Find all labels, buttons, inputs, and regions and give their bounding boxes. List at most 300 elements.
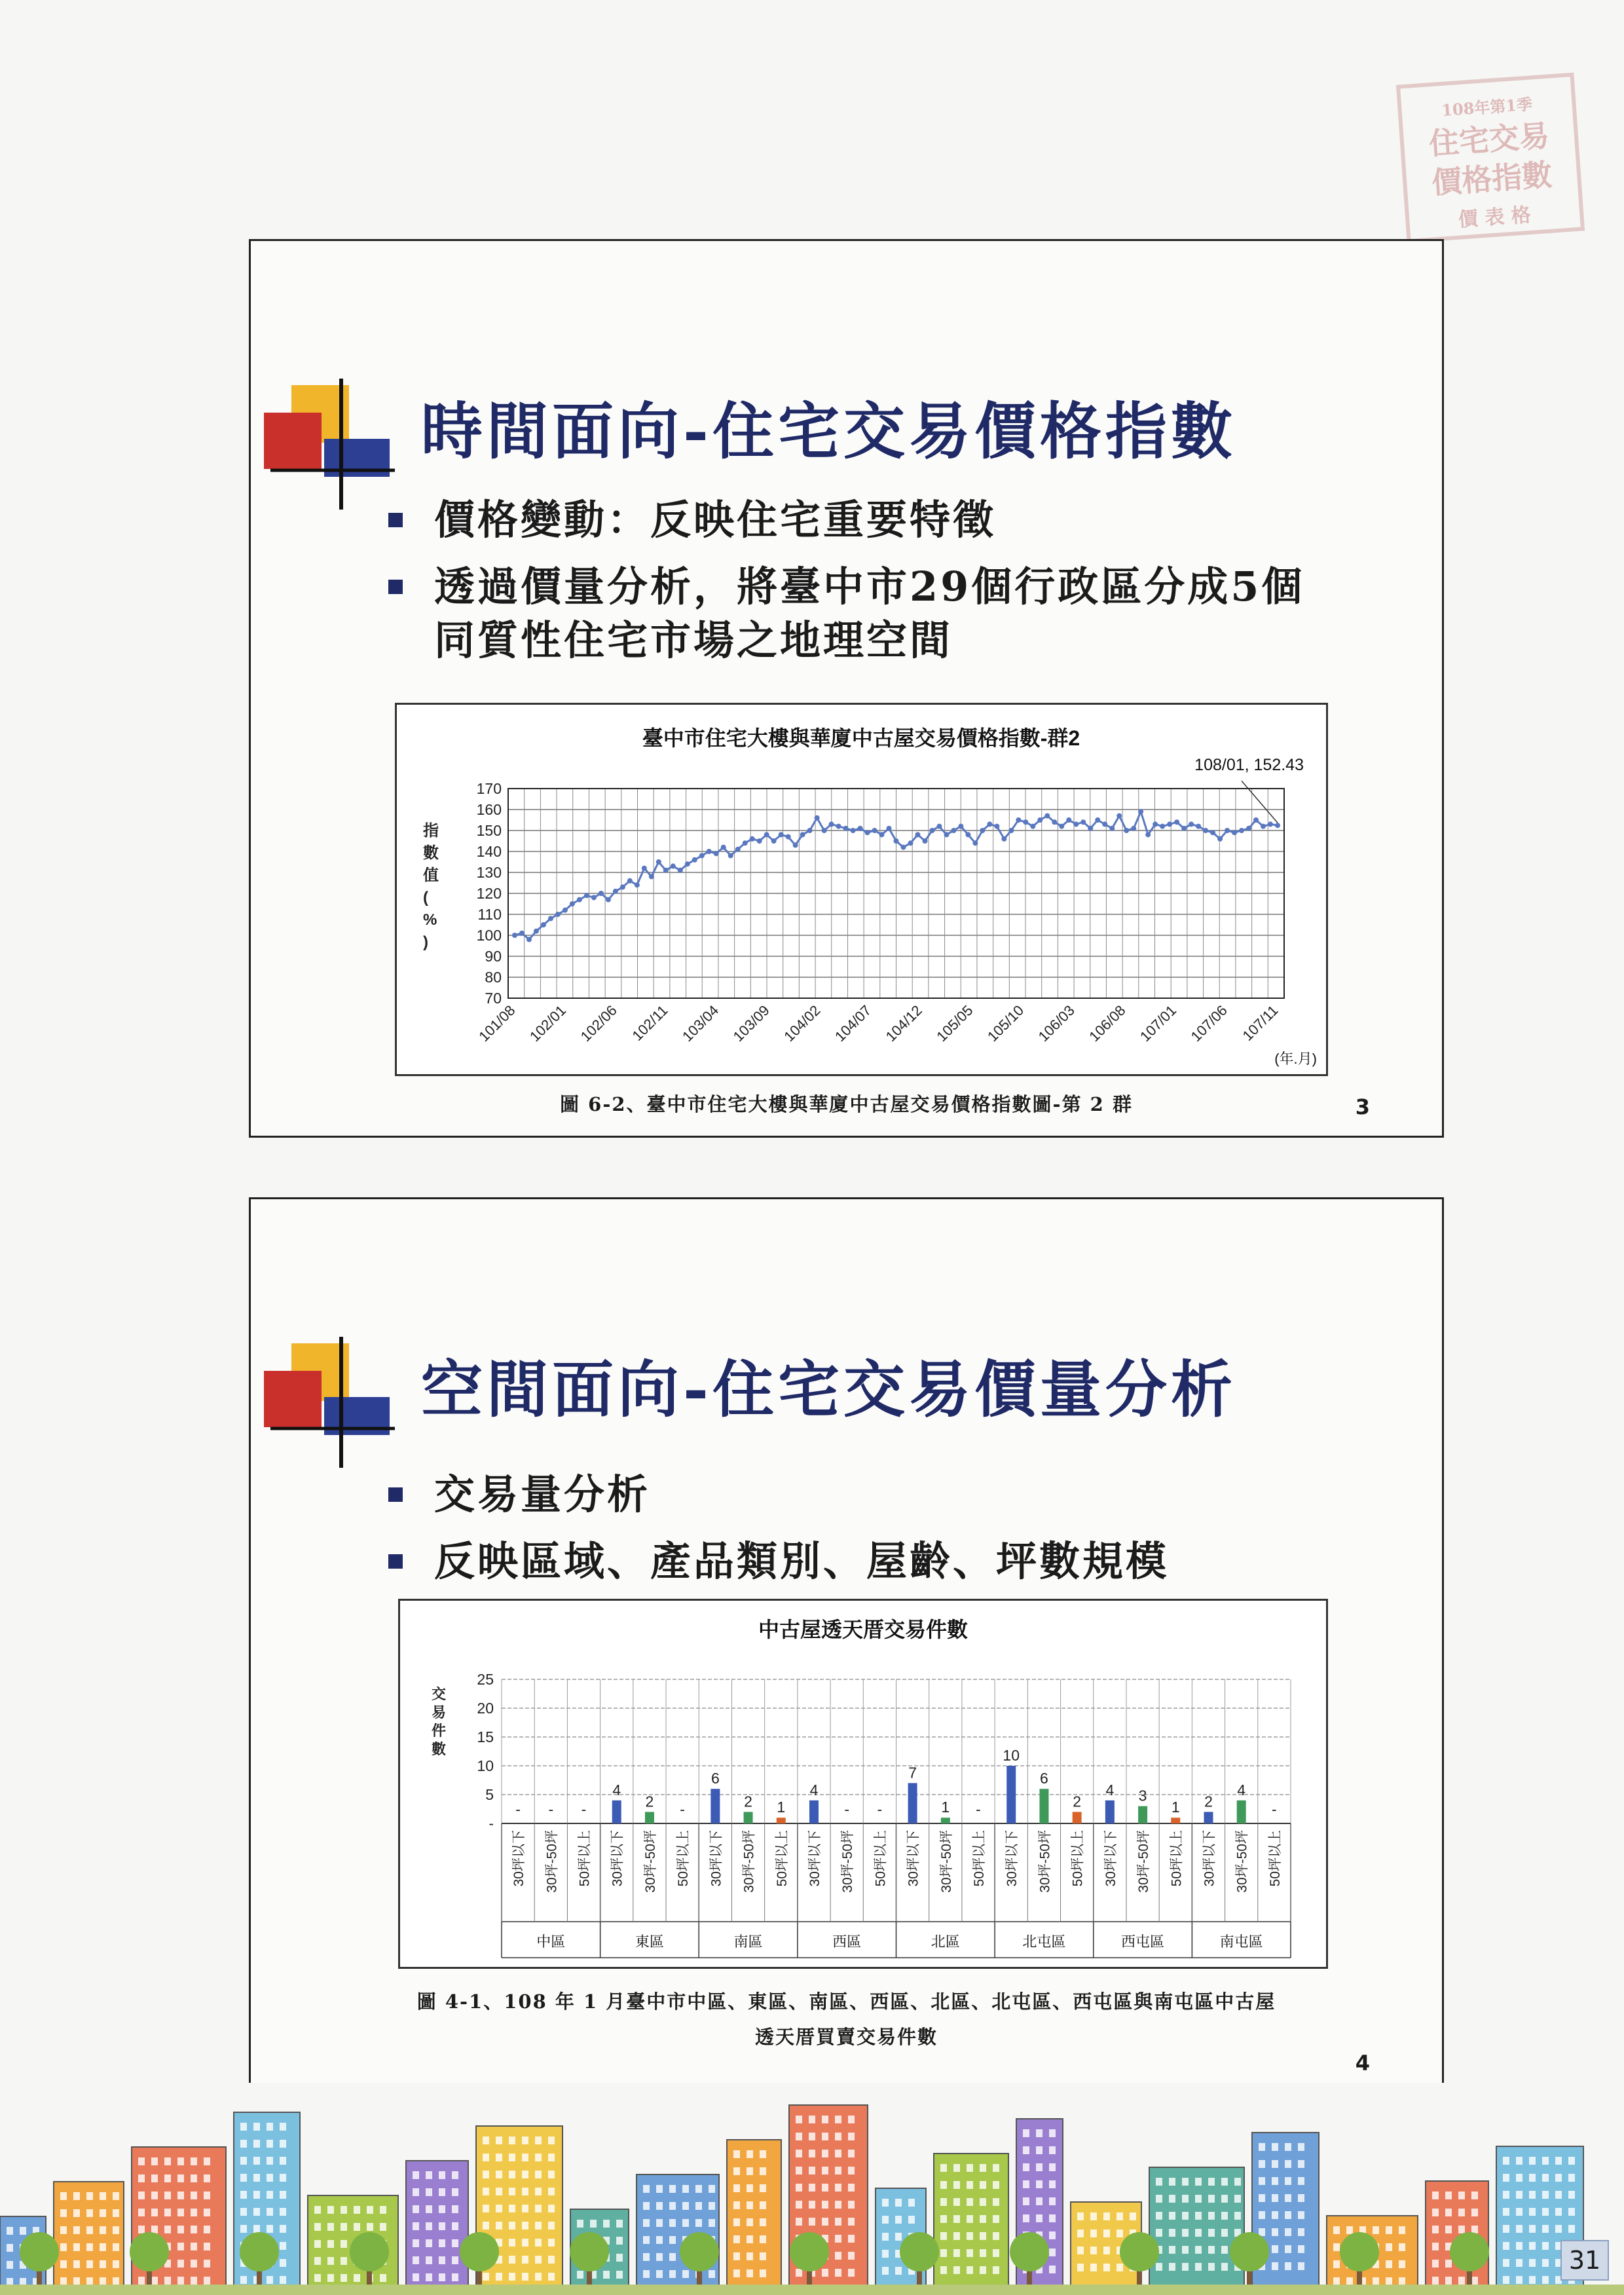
x-size-label: 30坪以下 (610, 1830, 625, 1887)
building-window (1386, 2277, 1392, 2285)
building-window (1432, 2209, 1439, 2216)
building-window (535, 2239, 542, 2247)
data-point (526, 937, 532, 942)
building-window (953, 2215, 960, 2223)
building-window (483, 2171, 489, 2178)
x-size-label: 50坪以上 (873, 1830, 889, 1887)
building-window (535, 2205, 542, 2212)
data-point (1160, 824, 1165, 829)
building-window (822, 2150, 828, 2157)
x-tick-label: 107/01 (1136, 1001, 1180, 1045)
building-window (1169, 2263, 1175, 2271)
building-window (1259, 2177, 1265, 2185)
building-window (100, 2209, 106, 2217)
data-point (1153, 821, 1158, 827)
building-window (509, 2239, 515, 2247)
building-window (1333, 2260, 1340, 2268)
building-window (993, 2198, 999, 2206)
building-window (1103, 2212, 1110, 2220)
building-window (267, 2157, 273, 2165)
building-window (452, 2222, 458, 2230)
building-window (380, 2206, 386, 2214)
building-window (993, 2266, 999, 2274)
building-window (138, 2209, 145, 2216)
building-window (835, 2218, 841, 2226)
building-window (267, 2123, 273, 2131)
data-point (980, 828, 985, 833)
data-point (1102, 821, 1107, 827)
building-window (138, 2226, 145, 2233)
building-window (835, 2252, 841, 2260)
bar (908, 1783, 917, 1823)
building-window (1208, 2229, 1215, 2237)
building-window (413, 2273, 419, 2281)
building-window (733, 2218, 740, 2226)
building-window (73, 2226, 80, 2234)
building-window (73, 2192, 80, 2200)
building-window (1272, 2160, 1278, 2168)
building-window (86, 2260, 93, 2268)
x-tick-label: 105/05 (933, 1001, 976, 1045)
data-point (807, 828, 813, 833)
building-window (1049, 2146, 1056, 2154)
building-window (822, 2116, 828, 2123)
data-point (635, 882, 640, 887)
building-window (204, 2226, 210, 2233)
building-window (496, 2273, 502, 2281)
data-point (692, 857, 697, 863)
building-window (138, 2192, 145, 2199)
data-label: - (548, 1801, 554, 1818)
building-window (980, 2232, 986, 2240)
bullet-list (388, 493, 1304, 681)
building-window (253, 2157, 260, 2165)
office-stamp (1396, 73, 1585, 243)
building-window (993, 2164, 999, 2172)
building-window (656, 2236, 663, 2244)
x-size-label: 50坪以上 (676, 1830, 692, 1887)
building-window (548, 2273, 555, 2281)
building-window (280, 2225, 286, 2233)
building-window (1516, 2225, 1522, 2233)
building-window (60, 2226, 67, 2234)
building-window (1399, 2277, 1405, 2285)
building-window (835, 2235, 841, 2243)
data-label: 2 (1204, 1793, 1213, 1810)
slide-page-number: 4 (1355, 2051, 1370, 2076)
building-window (1077, 2230, 1084, 2237)
building-window (822, 2218, 828, 2226)
building-window (380, 2223, 386, 2231)
building-window (138, 2174, 145, 2182)
building-window (1555, 2174, 1562, 2182)
bar (1204, 1812, 1213, 1823)
building-window (760, 2184, 766, 2192)
bullet-text: 交易量分析 (434, 1470, 651, 1518)
building-window (380, 2274, 386, 2282)
building-window (835, 2201, 841, 2209)
building (132, 2147, 226, 2295)
building-window (151, 2174, 158, 2182)
building-window (848, 2184, 855, 2192)
bar-chart-svg (400, 1601, 1326, 1967)
building-window (240, 2225, 247, 2233)
building-window (835, 2133, 841, 2140)
data-point (994, 824, 999, 829)
data-point (958, 824, 963, 829)
building-window (86, 2209, 93, 2217)
building-window (1036, 2214, 1043, 2222)
building-window (1542, 2242, 1549, 2250)
building-window (113, 2192, 119, 2200)
building-window (253, 2140, 260, 2148)
building-window (1432, 2277, 1439, 2285)
building-window (1373, 2226, 1379, 2234)
bar (1237, 1801, 1246, 1823)
building-window (73, 2260, 80, 2268)
building-window (669, 2202, 676, 2210)
building-window (204, 2157, 210, 2165)
building-window (669, 2270, 676, 2278)
chart-title: 臺中市住宅大樓與華廈中古屋交易價格指數-群2 (642, 726, 1080, 750)
building-window (1458, 2226, 1465, 2233)
building-window (1458, 2209, 1465, 2216)
building-window (1049, 2248, 1056, 2256)
building-window (253, 2208, 260, 2216)
data-point (656, 859, 661, 865)
building-window (204, 2260, 210, 2267)
data-label: - (877, 1801, 883, 1818)
x-size-label: 30坪以下 (1103, 1830, 1118, 1887)
building-window (1285, 2194, 1291, 2202)
building-window (1503, 2225, 1509, 2233)
data-point (707, 849, 712, 854)
transaction-count-chart (398, 1599, 1328, 1969)
building-window (895, 2267, 902, 2275)
y-tick-label: 5 (485, 1786, 494, 1803)
building-window (483, 2154, 489, 2161)
building-window (1195, 2263, 1202, 2271)
building-window (822, 2269, 828, 2277)
building-window (522, 2171, 528, 2178)
building-window (1503, 2208, 1509, 2216)
building-window (882, 2216, 889, 2224)
data-label: 4 (1237, 1781, 1246, 1799)
bar (1006, 1766, 1016, 1823)
building-window (191, 2243, 197, 2250)
data-point (577, 897, 582, 903)
building-window (747, 2167, 753, 2175)
building-window (413, 2222, 419, 2230)
building-window (204, 2174, 210, 2182)
building-window (590, 2220, 597, 2228)
data-point (1030, 824, 1035, 829)
building-window (760, 2150, 766, 2158)
title-decoration-icon (264, 379, 395, 510)
building-window (1272, 2262, 1278, 2270)
building-window (138, 2277, 145, 2285)
building-window (1182, 2246, 1189, 2254)
building-window (327, 2257, 334, 2265)
building-window (452, 2205, 458, 2213)
data-point (843, 826, 849, 831)
data-label: - (680, 1801, 685, 1818)
building-window (616, 2220, 623, 2228)
building-window (643, 2270, 650, 2278)
city-skyline-illustration (0, 2083, 1624, 2295)
building-window (1471, 2226, 1478, 2233)
slide-title: 時間面向-住宅交易價格指數 (421, 396, 1237, 468)
building-window (191, 2226, 197, 2233)
building-window (695, 2219, 702, 2227)
data-point (570, 901, 575, 906)
data-point (649, 874, 654, 879)
building-window (848, 2269, 855, 2277)
building-window (177, 2174, 184, 2182)
building-window (809, 2150, 815, 2157)
data-point (987, 821, 992, 827)
building-window (204, 2277, 210, 2285)
building-window (1432, 2192, 1439, 2199)
building-window (1156, 2229, 1162, 2237)
building-window (522, 2188, 528, 2195)
data-point (1016, 817, 1021, 823)
stamp-text: 108年第1季 (1441, 94, 1533, 120)
data-point (1088, 826, 1093, 831)
building-window (656, 2270, 663, 2278)
building-window (535, 2188, 542, 2195)
building-window (1298, 2228, 1304, 2236)
building-window (940, 2232, 947, 2240)
x-size-label: 30坪-50坪 (642, 1830, 658, 1893)
building-window (354, 2223, 360, 2231)
building-window (113, 2277, 119, 2285)
square-bullet-icon (388, 1487, 403, 1502)
data-point (627, 878, 633, 884)
page-number: 31 (1560, 2240, 1609, 2281)
building-window (1399, 2226, 1405, 2234)
building-window (496, 2222, 502, 2230)
building-window (240, 2174, 247, 2182)
data-point (815, 815, 820, 821)
bar (645, 1812, 654, 1823)
building-window (439, 2222, 445, 2230)
building-window (1077, 2212, 1084, 2220)
building-window (253, 2191, 260, 2199)
building-window (1503, 2259, 1509, 2267)
building-window (522, 2273, 528, 2281)
data-point (671, 863, 676, 868)
x-size-label: 50坪以上 (1267, 1830, 1283, 1887)
building-window (1049, 2266, 1056, 2273)
x-size-label: 30坪-50坪 (1037, 1830, 1053, 1893)
building-window (548, 2154, 555, 2161)
data-point (1124, 828, 1129, 833)
building-window (643, 2202, 650, 2210)
data-point (512, 933, 517, 938)
building-window (164, 2174, 171, 2182)
x-tick-label: 103/04 (678, 1001, 722, 1045)
x-size-label: 50坪以上 (972, 1830, 987, 1887)
caption-line: 透天厝買賣交易件數 (754, 2026, 938, 2048)
tree-canopy (1010, 2232, 1049, 2271)
data-point (591, 895, 597, 900)
building-window (895, 2233, 902, 2241)
annotation-leader (1242, 781, 1278, 823)
building-window (1542, 2259, 1549, 2267)
building-window (1516, 2276, 1522, 2284)
building-window (522, 2136, 528, 2144)
x-district-label: 北區 (931, 1933, 960, 1950)
building-window (1346, 2277, 1353, 2285)
building-window (280, 2191, 286, 2199)
building-window (113, 2209, 119, 2217)
building-window (1090, 2247, 1097, 2254)
data-point (1131, 826, 1136, 831)
building-window (835, 2116, 841, 2123)
building-window (1568, 2208, 1575, 2216)
building-window (1542, 2276, 1549, 2284)
building-window (327, 2223, 334, 2231)
data-point (793, 842, 798, 848)
building-window (940, 2198, 947, 2206)
x-size-label: 50坪以上 (1070, 1830, 1086, 1887)
building-window (1298, 2194, 1304, 2202)
building-window (835, 2269, 841, 2277)
tree-canopy (240, 2232, 279, 2271)
tree-canopy (460, 2232, 499, 2271)
data-point (685, 861, 690, 867)
data-point (1275, 823, 1280, 828)
building-window (616, 2271, 623, 2279)
building-window (682, 2185, 689, 2193)
building-window (1077, 2264, 1084, 2271)
building-window (314, 2274, 321, 2282)
data-point (836, 824, 841, 829)
building-window (1529, 2174, 1536, 2182)
data-point (1023, 819, 1028, 825)
x-size-label: 30坪-50坪 (840, 1830, 856, 1893)
building-window (822, 2201, 828, 2209)
stamp-text: 價 表 格 (1457, 203, 1532, 232)
building-window (993, 2181, 999, 2189)
building-window (1346, 2226, 1353, 2234)
building-window (733, 2184, 740, 2192)
stamp-text: 住宅交易 (1428, 117, 1551, 162)
data-point (563, 908, 568, 913)
y-axis-label: 交易件數 (432, 1686, 447, 1757)
building-window (1259, 2211, 1265, 2219)
data-point (1217, 836, 1223, 842)
data-point (1001, 836, 1006, 842)
building-window (1221, 2178, 1228, 2186)
building-window (603, 2220, 610, 2228)
ground (0, 2285, 1624, 2295)
building-window (1516, 2191, 1522, 2199)
building-window (240, 2123, 247, 2131)
building-window (682, 2202, 689, 2210)
building-window (327, 2240, 334, 2248)
building-window (341, 2274, 347, 2282)
data-point (936, 824, 942, 829)
building-window (822, 2167, 828, 2174)
building-window (100, 2243, 106, 2251)
building-window (1234, 2178, 1241, 2186)
building-window (483, 2273, 489, 2281)
building-window (908, 2216, 915, 2224)
x-size-label: 30坪-50坪 (1234, 1830, 1250, 1893)
figure-caption: 圖 6-2、臺中市住宅大樓與華廈中古屋交易價格指數圖-第 2 群 (560, 1093, 1133, 1115)
data-point (606, 897, 611, 903)
stamp-text: 價格指數 (1430, 157, 1553, 201)
building-window (1049, 2214, 1056, 2222)
building-window (967, 2266, 973, 2274)
building-window (747, 2184, 753, 2192)
building-window (967, 2232, 973, 2240)
building-window (882, 2199, 889, 2207)
building-window (413, 2188, 419, 2196)
bar (744, 1812, 753, 1823)
building-window (60, 2192, 67, 2200)
building-window (1333, 2226, 1340, 2234)
building-window (709, 2185, 715, 2193)
building-window (1049, 2197, 1056, 2205)
building-window (747, 2150, 753, 2158)
data-point (613, 889, 618, 894)
x-district-label: 西屯區 (1121, 1933, 1165, 1950)
building-window (280, 2174, 286, 2182)
building-window (191, 2157, 197, 2165)
data-label: 4 (612, 1781, 621, 1799)
x-size-label: 30坪-50坪 (741, 1830, 757, 1893)
building-window (1555, 2191, 1562, 2199)
data-point (1145, 832, 1151, 837)
building-window (796, 2184, 802, 2192)
building-window (509, 2222, 515, 2230)
building-window (940, 2164, 947, 2172)
building-window (796, 2167, 802, 2174)
bullet-item (388, 560, 1304, 614)
building-window (426, 2256, 432, 2264)
building-window (1386, 2260, 1392, 2268)
building-window (73, 2209, 80, 2217)
building-window (280, 2259, 286, 2267)
bar (777, 1818, 786, 1823)
building-window (1208, 2263, 1215, 2271)
building-window (413, 2171, 419, 2179)
building-window (426, 2239, 432, 2247)
data-point (929, 828, 934, 833)
building-window (980, 2198, 986, 2206)
building-window (1458, 2192, 1465, 2199)
building-window (908, 2199, 915, 2207)
data-point (1138, 809, 1143, 814)
data-label: 2 (1073, 1793, 1082, 1810)
data-point (699, 853, 705, 858)
data-point (534, 929, 539, 934)
building-window (509, 2273, 515, 2281)
building-window (809, 2167, 815, 2174)
data-point (1109, 826, 1115, 831)
x-size-label: 30坪-50坪 (544, 1830, 560, 1893)
building-window (1529, 2242, 1536, 2250)
bullet-item (388, 1535, 1169, 1588)
building-window (895, 2199, 902, 2207)
building-window (1272, 2143, 1278, 2151)
building-window (367, 2223, 373, 2231)
building-window (760, 2235, 766, 2243)
building-window (483, 2205, 489, 2212)
